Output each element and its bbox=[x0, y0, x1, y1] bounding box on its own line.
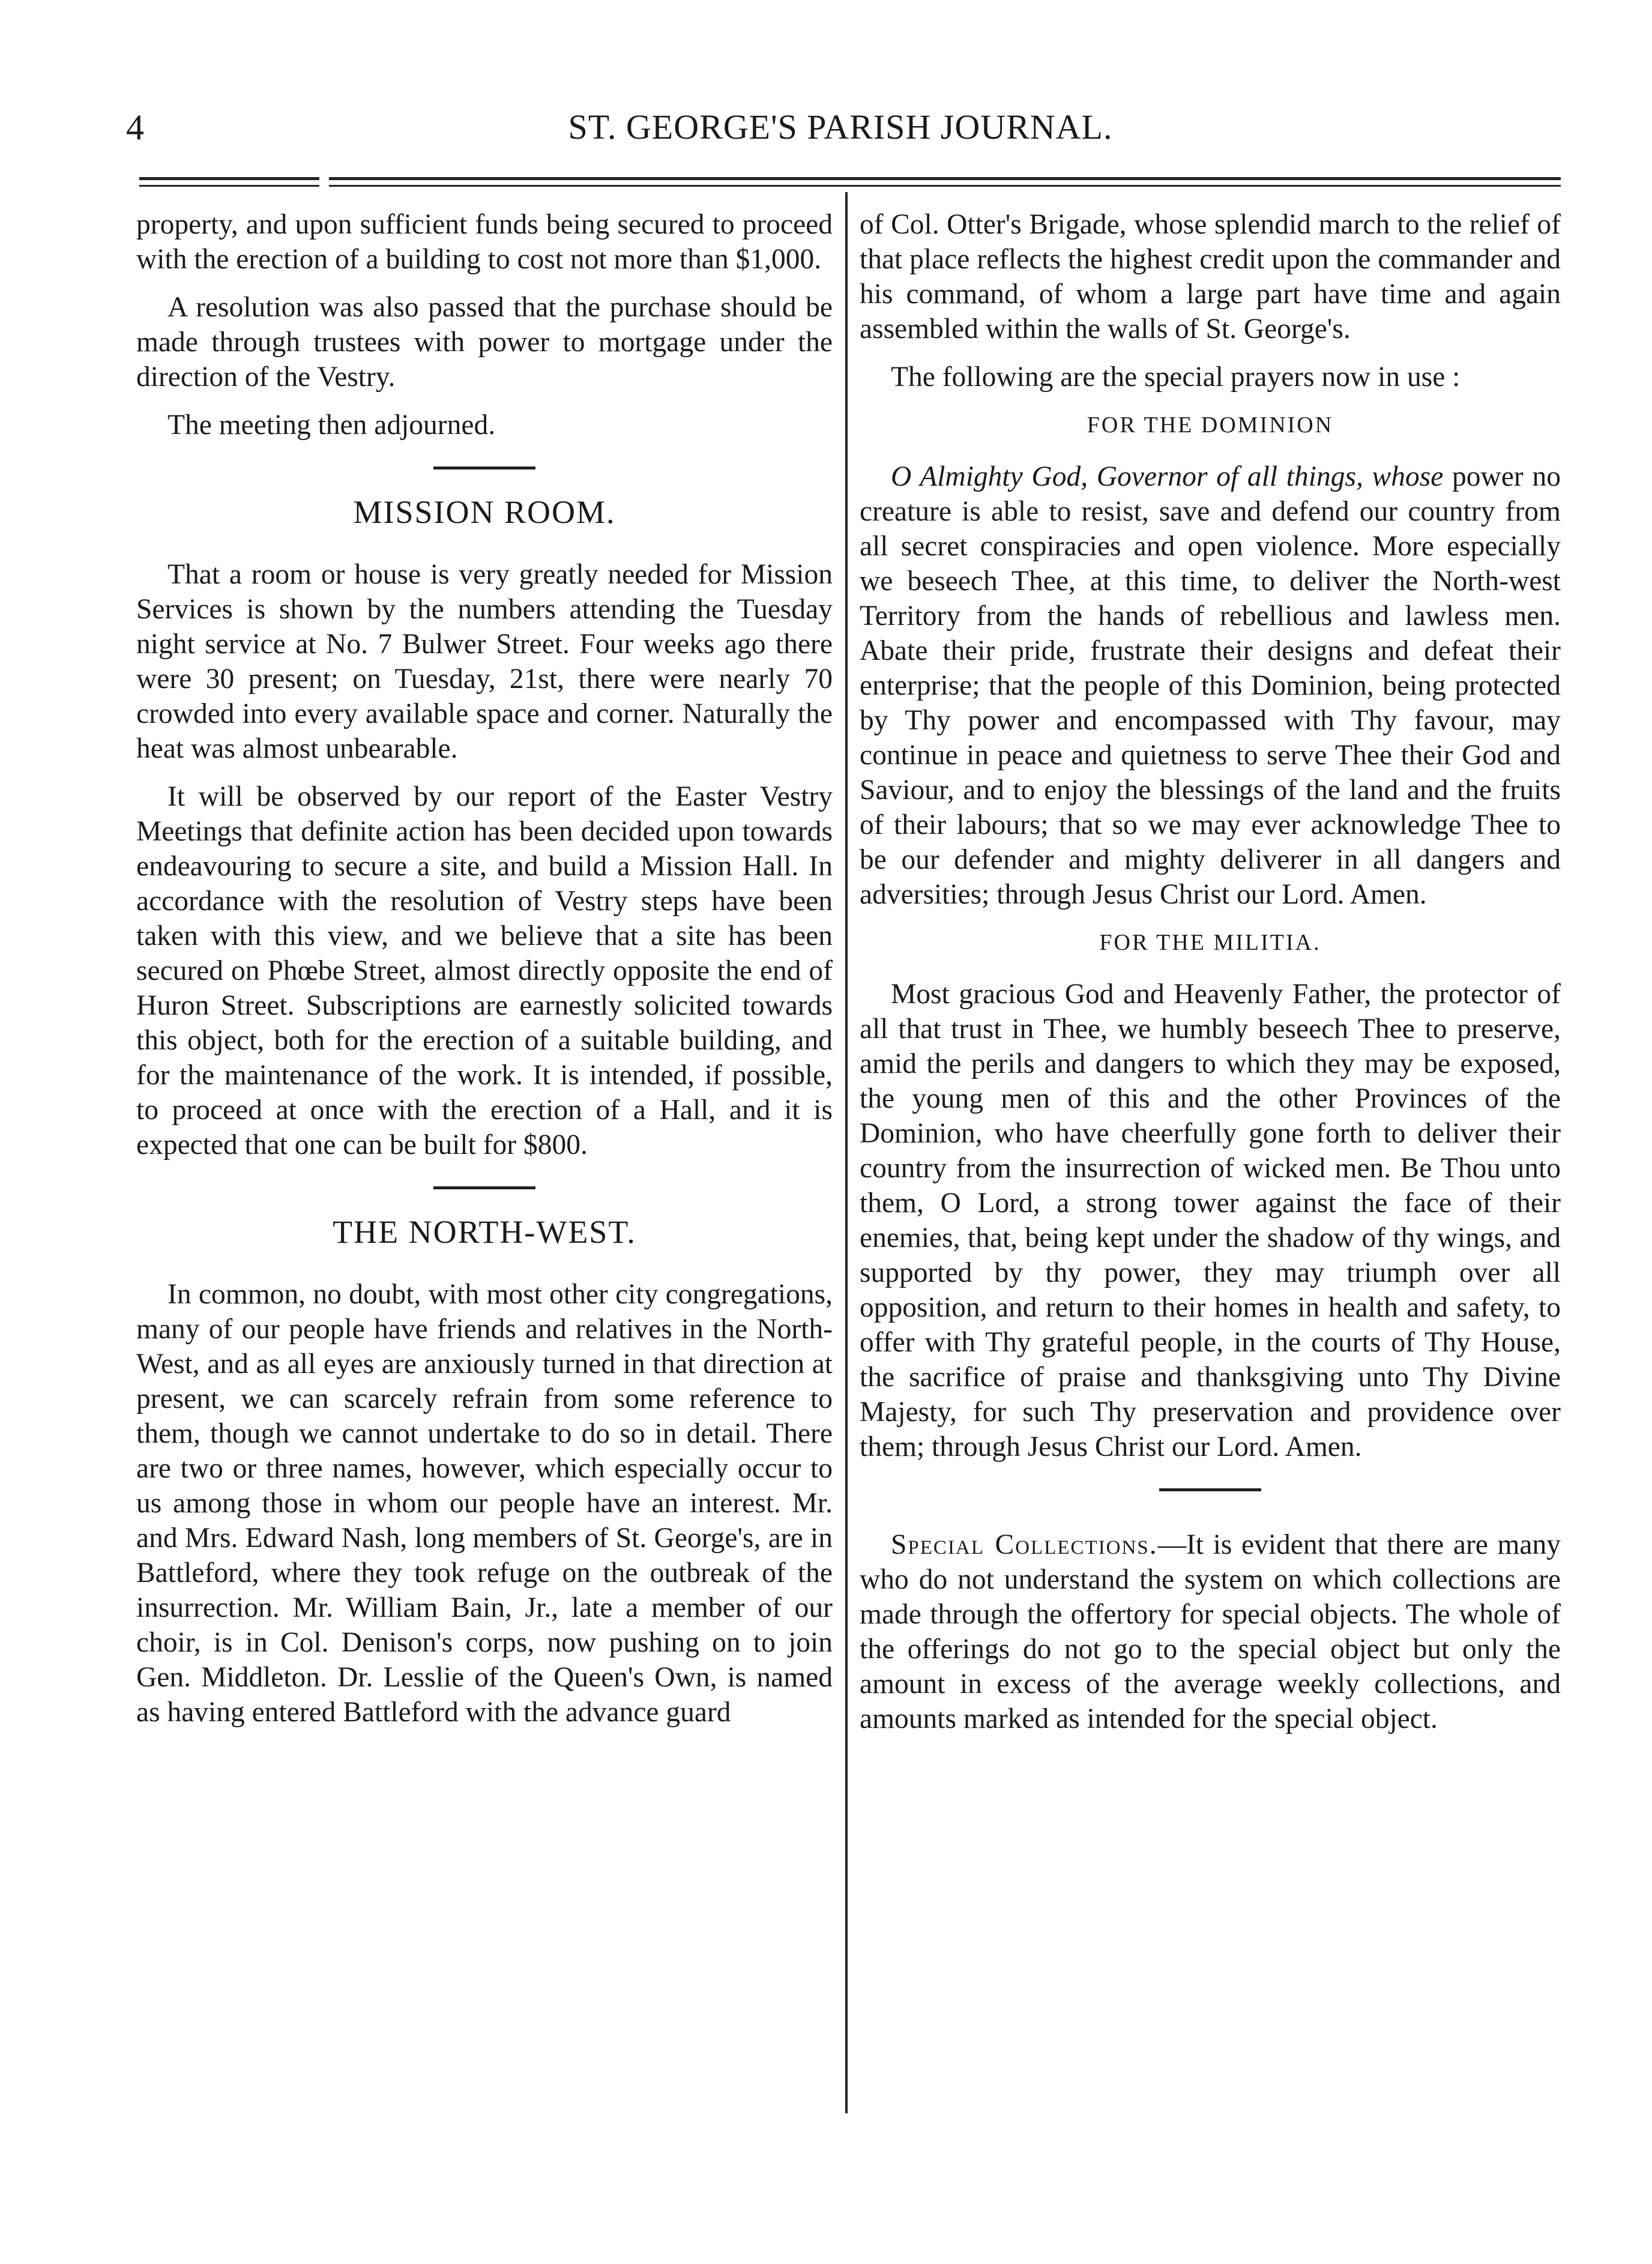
mission-room-paragraph-1: That a room or house is very greatly needed for Mission Services is shown by the numbers attending the Tuesday night service at No. 7 Bulwer Street. Four weeks ago there were 30 present; on Tuesday, 21st, there were nearly 70 crowded into every available space and corner. Naturally the heat was almost unbearable. bbox=[136, 559, 833, 764]
section-separator bbox=[433, 1186, 535, 1189]
north-west-paragraph: In common, no doubt, with most other city congregations, many of our people have friends and relatives in the North-West, and as all eyes are anxiously turned in that direction at present, we can scarcely refrain from some reference to them, though we cannot undertake to do so in detail. There are two or three names, however, which especially occur to us among those in whom our people have an interest. Mr. and Mrs. Edward Nash, long members of St. George's, are in Battleford, where they took refuge on the outbreak of the insurrection. Mr. William Bain, Jr., late a member of our choir, is in Col. Denison's corps, now pushing on to join Gen. Middleton. Dr. Lesslie of the Queen's Own, is named as having entered Battleford with the advance guard bbox=[136, 1279, 833, 1728]
mission-room-heading: MISSION ROOM. bbox=[353, 494, 616, 530]
header-rule-right bbox=[329, 177, 1561, 180]
special-prayers-intro: The following are the special prayers now in use : bbox=[891, 361, 1461, 393]
prayer-dominion-text bbox=[860, 459, 1561, 912]
section-separator bbox=[433, 466, 535, 469]
adjourned-paragraph: The meeting then adjourned. bbox=[167, 409, 496, 441]
page-header bbox=[120, 107, 1561, 161]
right-column bbox=[860, 207, 1561, 1749]
vestry-continuation-paragraph: property, and upon sufficient funds being secured to proceed with the erection of a building to cost not more than $1,000. bbox=[136, 209, 833, 275]
prayer-militia-heading: FOR THE MILITIA. bbox=[1099, 930, 1321, 955]
special-collections-heading: Special Collections. bbox=[891, 1529, 1158, 1560]
prayer-militia-text: Most gracious God and Heavenly Father, the protector of all that trust in Thee, we humbly beseech Thee to preserve, amid the perils and dangers to which they may be exposed, the young men of this and the other Provinces of the Dominion, who have cheerfully gone forth to deliver their country from the insurrection of wicked men. Be Thou unto them, O Lord, a strong tower against the face of their enemies, that, being kept under the shadow of thy wings, and supported by thy power, they may triumph over all opposition, and return to their homes in health and safety, to offer with Thy grateful people, in the courts of Thy House, the sacrifice of praise and thanksgiving unto Thy Divine Majesty, for such Thy preservation and providence over them; through Jesus Christ our Lord. Amen. bbox=[860, 979, 1561, 1463]
resolution-paragraph: A resolution was also passed that the purchase should be made through trustees with power to mortgage under the direction of the Vestry. bbox=[136, 292, 833, 393]
column-divider bbox=[845, 192, 848, 2113]
page-number: 4 bbox=[126, 107, 144, 147]
mission-room-paragraph-2: It will be observed by our report of the Easter Vestry Meetings that definite action has been decided upon towards endeavouring to secure a site, and build a Mission Hall. In accordance with the resolution of Vestry steps have been taken with this view, and we believe that a site has been secured on Phœbe Street, almost directly opposite the end of Huron Street. Subscriptions are earnestly solicited towards this object, both for the erection of a suitable building, and for the maintenance of the work. It is intended, if possible, to proceed at once with the erection of a Hall, and it is expected that one can be built for $800. bbox=[136, 781, 833, 1161]
prayer-dominion-heading: FOR THE DOMINION bbox=[1087, 412, 1334, 438]
north-west-continuation-paragraph: of Col. Otter's Brigade, whose splendid march to the relief of that place reflects the highest credit upon the commander and his command, of whom a large part have time and again assembled within the walls of St. George's. bbox=[860, 209, 1561, 345]
prayer-dominion-opening: O Almighty God, Governor of all things, whose bbox=[891, 461, 1444, 492]
special-collections-body: —It is evident that there are many who do not understand the system on which collections are made through the offertory for special objects. The whole of the offerings do not go to the special object but only the amount in excess of the average weekly collections, and amounts marked as intended for the special object. bbox=[860, 1529, 1561, 1734]
left-column bbox=[136, 207, 833, 1743]
north-west-heading: THE NORTH-WEST. bbox=[333, 1214, 636, 1250]
header-rule-left bbox=[139, 177, 319, 180]
special-collections-paragraph bbox=[860, 1527, 1561, 1736]
journal-title: ST. GEORGE'S PARISH JOURNAL. bbox=[568, 107, 1113, 146]
prayer-dominion-body: power no creature is able to resist, save and defend our country from all secret conspiracies and open violence. More especially we beseech Thee, at this time, to deliver the North-west Territory from the hands of rebellious and lawless men. Abate their pride, frustrate their designs and defeat their enterprise; that the people of this Dominion, being protected by Thy power and encompassed with Thy favour, may continue in peace and quietness to serve Thee their God and Saviour, and to enjoy the blessings of the land and the fruits of their labours; that so we may ever acknowledge Thee to be our defender and mighty deliverer in all dangers and adversities; through Jesus Christ our Lord. Amen. bbox=[860, 461, 1561, 910]
